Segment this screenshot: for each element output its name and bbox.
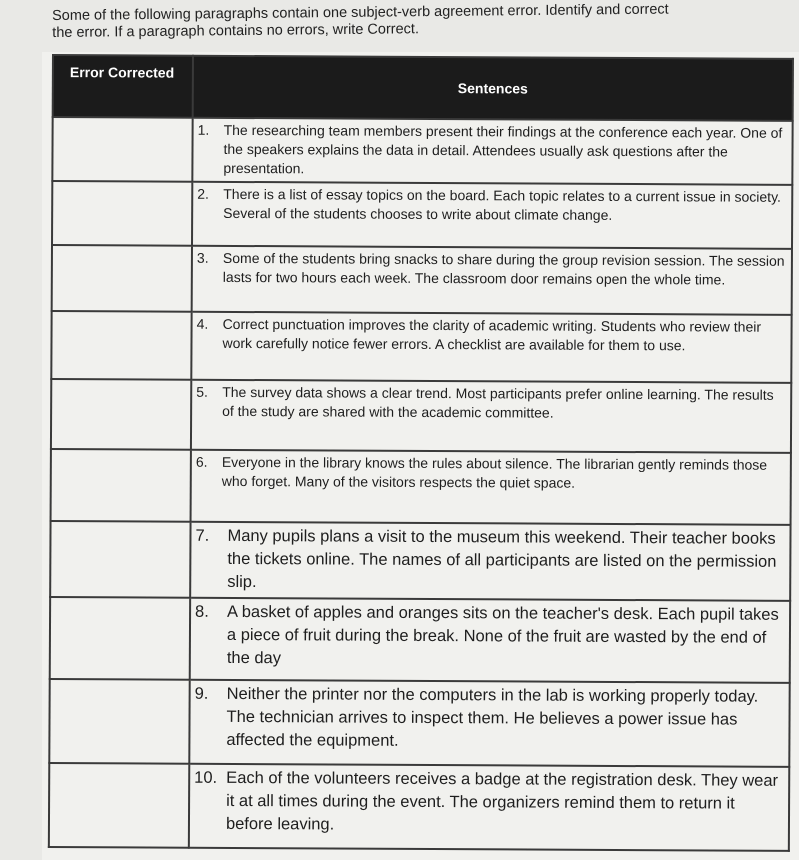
sentence-cell-2 (192, 182, 792, 249)
item-number: 6. (195, 453, 208, 470)
item-text: There is a list of essay topics on the board. Each topic relates to a current issue in society. Several of the students chooses to write about climate change. (223, 185, 781, 223)
item-number: 4. (196, 315, 209, 332)
sentence-cell-8 (190, 598, 790, 683)
sentence-cell-6 (191, 450, 791, 525)
item-number: 10. (194, 768, 218, 787)
item-text: Each of the volunteers receives a badge at the registration desk. They wear it at all times during the event. The organizers remind them to return it before leaving. (225, 768, 779, 834)
item-text: Everyone in the library knows the rules about silence. The librarian gently reminds those who forget. Many of the visitors respects the quiet space. (221, 453, 768, 491)
item-number: 7. (195, 526, 210, 545)
item-number: 2. (197, 185, 209, 202)
answer-cell-7[interactable] (50, 521, 190, 598)
sentence-cell-9 (189, 680, 789, 767)
answer-cell-3[interactable] (52, 245, 192, 312)
answer-cell-5[interactable] (51, 379, 191, 450)
answer-cell-8[interactable] (50, 597, 190, 680)
item-number: 5. (196, 383, 208, 400)
instructions: Some of the following paragraphs contain one subject-verb agreement error. Identify and correct the error. If a paragraph contains no errors, write Correct. (52, 1, 669, 41)
sentence-cell-5 (191, 380, 791, 453)
sentence-cell-1 (192, 118, 792, 185)
item-number: 3. (196, 249, 209, 266)
item-text: The survey data shows a clear trend. Most participants prefer online learning. The results of the study are shared with the academic committee. (222, 383, 774, 421)
answer-cell-9[interactable] (49, 679, 189, 764)
item-number: 1. (197, 121, 210, 138)
sentence-cell-3 (192, 246, 792, 315)
sentences-header: Sentences (193, 56, 793, 121)
item-text: The researching team members present their findings at the conference each year. One of the speakers explains the data in detail. Attendees usually ask questions after the presentation. (223, 121, 783, 177)
sentence-cell-10 (189, 764, 789, 851)
item-number: 9. (194, 684, 209, 703)
item-text: Neither the printer nor the computers in the lab is working properly today. The technician arrives to inspect them. He believes a power issue has affected the equipment. (226, 684, 759, 750)
item-number: 8. (195, 602, 209, 621)
answer-cell-1[interactable] (52, 117, 192, 182)
answer-cell-2[interactable] (52, 181, 192, 246)
sentence-cell-7 (190, 522, 790, 601)
item-text: A basket of apples and oranges sits on the teacher's desk. Each pupil takes a piece of fruit during the break. None of the fruit are wasted by the end of the day (226, 602, 779, 668)
item-text: Many pupils plans a visit to the museum this weekend. Their teacher books the tickets online. The names of all participants are listed on the permission slip. (227, 526, 777, 592)
answer-cell-4[interactable] (51, 311, 191, 380)
answer-cell-10[interactable] (49, 763, 189, 848)
error-corrected-header: Error Corrected (53, 55, 193, 118)
sentence-cell-4 (191, 312, 791, 383)
answer-cell-6[interactable] (51, 449, 191, 522)
item-text: Some of the students bring snacks to share during the group revision session. The session lasts for two hours each week. The classroom door remains open the whole time. (222, 249, 785, 288)
item-text: Correct punctuation improves the clarity of academic writing. Students who review their work carefully notice fewer errors. A checklist are available for them to use. (222, 315, 762, 354)
exercise-table (48, 54, 794, 852)
